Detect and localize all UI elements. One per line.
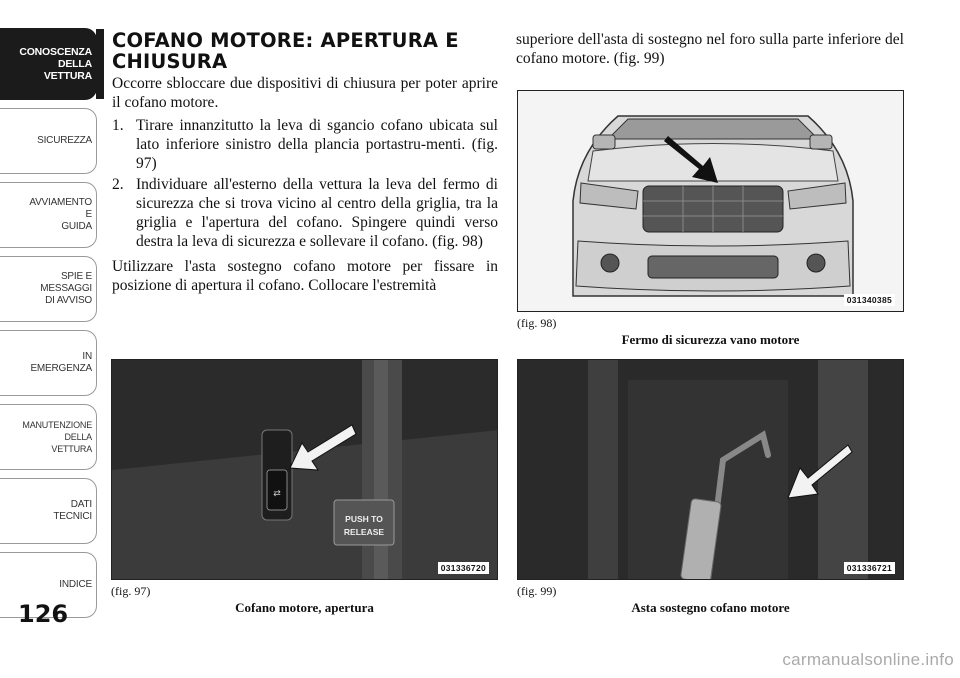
steps-list [112,116,498,251]
tab-label: CONOSCENZA DELLA VETTURA [19,46,92,82]
figure-image [517,359,904,580]
tab-label: SPIE E MESSAGGI DI AVVISO [40,271,92,306]
release-label: RELEASE [343,527,385,537]
figure-97 [111,359,498,616]
svg-text:⇄: ⇄ [273,489,281,499]
figure-98 [517,90,904,348]
tab-avviamento-e-guida[interactable] [0,182,97,248]
push-label: PUSH TO [345,514,383,524]
list-item [112,116,498,173]
support-paragraph: Utilizzare l'asta sostegno cofano motore per fissare in posizione di apertura il cofano. Collocare l'estremità [112,258,498,294]
figure-code: 031336721 [844,562,895,574]
tab-dati-tecnici[interactable] [0,478,97,544]
chapter-tabs [0,28,97,626]
step-text: Tirare innanzitutto la leva di sgancio cofano ubicata sul lato inferiore sinistro della plancia portastru-menti. (fig. 97) [136,117,498,172]
car-front-illustration [518,91,904,312]
figure-reference: (fig. 98) [517,316,557,330]
step-number: 1. [112,117,124,134]
hood-release-illustration [112,360,498,580]
tab-label: DATI TECNICI [53,499,92,522]
figure-caption: Asta sostegno cofano motore [631,600,790,615]
intro-paragraph: Occorre sbloccare due dispositivi di chiusura per poter aprire il cofano motore. [112,75,498,111]
step-text: Individuare all'esterno della vettura la leva del fermo di sicurezza che si trova vicino al centro della griglia, tra la griglia e l'apertura del cofano. Spingere quindi verso destra la leva di sicurezza e sollevare il cofano. (fig. 98) [136,176,498,250]
tab-label: IN EMERGENZA [30,351,92,374]
tab-manutenzione[interactable] [0,404,97,470]
tab-in-emergenza[interactable] [0,330,97,396]
tab-label: INDICE [59,579,92,590]
support-paragraph-continued: superiore dell'asta di sostegno nel foro sulla parte inferiore del cofano motore. (fig. 99) [516,31,904,67]
figure-code: 031336720 [438,562,489,574]
figure-caption: Fermo di sicurezza vano motore [621,332,800,347]
tab-label: AVVIAMENTO E GUIDA [29,197,92,232]
tab-label: SICUREZZA [37,135,92,146]
left-column [112,30,498,295]
figure-image [111,359,498,580]
hood-prop-rod-illustration [518,360,904,580]
list-item [112,175,498,251]
tab-sicurezza[interactable] [0,108,97,174]
figure-caption: Cofano motore, apertura [235,600,374,615]
step-number: 2. [112,176,124,193]
tab-label: MANUTENZIONE DELLA VETTURA [22,420,92,454]
figure-99 [517,359,904,616]
section-title: COFANO MOTORE: APERTURA E CHIUSURA [112,29,459,73]
figure-code: 031340385 [844,294,895,306]
watermark: carmanualsonline.info [782,650,954,669]
page-number: 126 [18,600,69,628]
right-column [516,30,904,68]
figure-reference: (fig. 97) [111,584,151,598]
figure-reference: (fig. 99) [517,584,557,598]
figure-image [517,90,904,312]
tab-conoscenza-della-vettura[interactable] [0,28,97,100]
tab-spie-e-messaggi[interactable] [0,256,97,322]
